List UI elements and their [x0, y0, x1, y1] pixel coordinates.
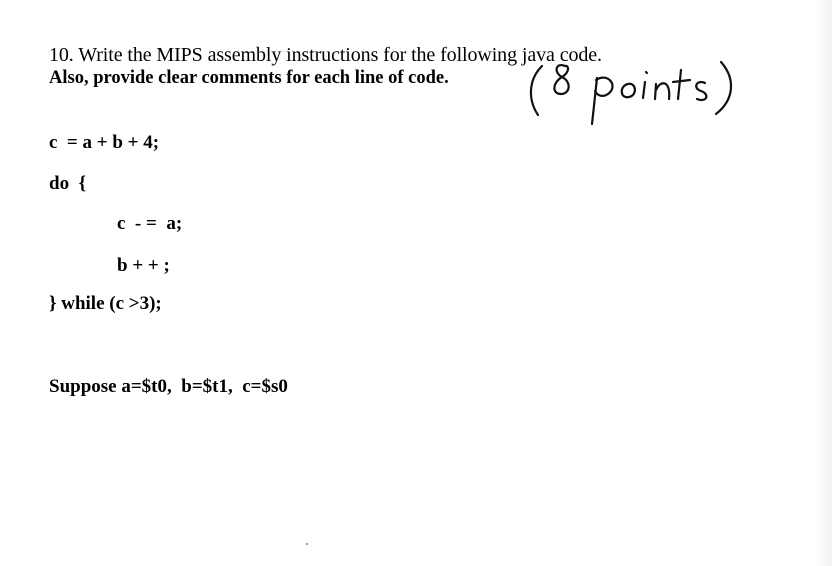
question-instructions: Also, provide clear comments for each line of code. [49, 68, 449, 88]
code-line-4: b + + ; [117, 255, 170, 276]
register-assignment: Suppose a=$t0, b=$t1, c=$s0 [49, 376, 288, 397]
code-line-1: c = a + b + 4; [49, 132, 160, 153]
page-edge-shadow [814, 0, 832, 566]
code-line-2: do { [49, 173, 87, 194]
question-title: 10. Write the MIPS assembly instructions for the following java code. [49, 44, 602, 66]
scan-speck [306, 543, 308, 545]
code-line-3: c - = a; [117, 213, 183, 234]
code-line-5: } while (c >3); [49, 293, 162, 314]
handwritten-points-annotation [520, 52, 740, 132]
